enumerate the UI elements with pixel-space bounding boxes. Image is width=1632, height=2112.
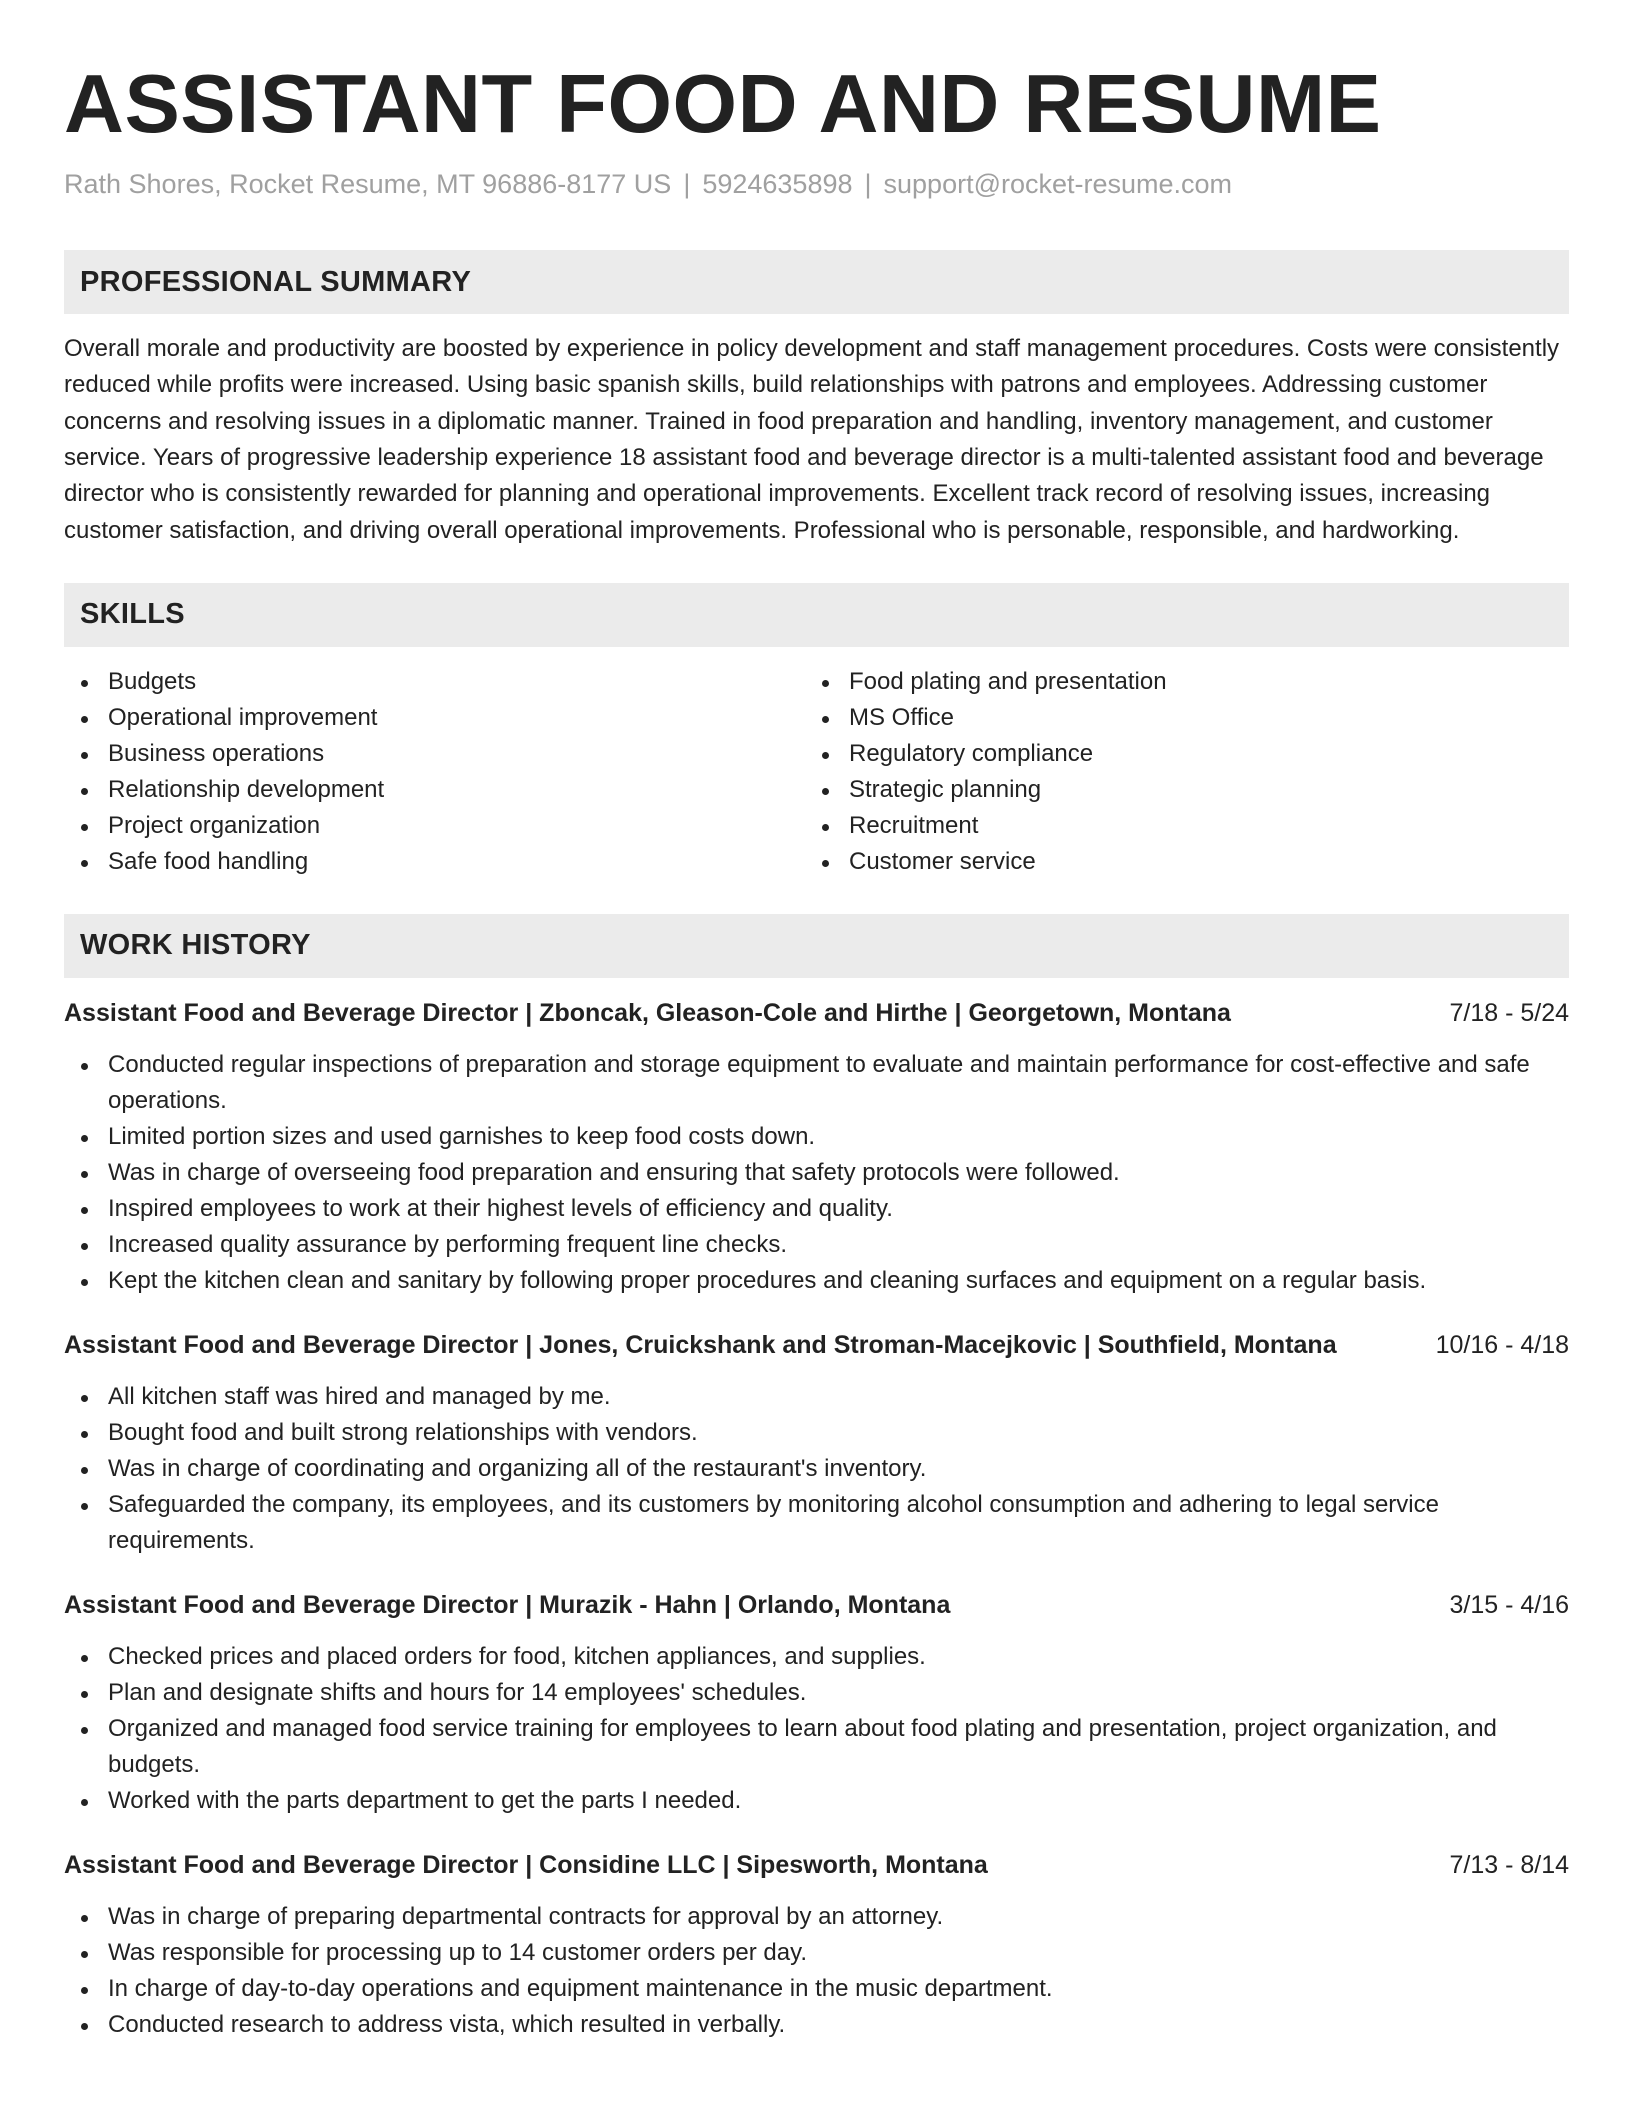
skill-item: Project organization xyxy=(64,808,805,844)
job-bullet: Increased quality assurance by performing frequent line checks. xyxy=(64,1227,1569,1263)
summary-paragraph: Overall morale and productivity are boosted by experience in policy development and staff management procedures. Costs were consistently reduced while profits were increased. Using basic spanish skills, build relationships with patrons and employees. Addressing customer concerns and resolving issues in a diplomatic manner. Trained in food preparation and handling, inventory management, and customer service. Years of progressive leadership experience 18 assistant food and beverage director is a multi-talented assistant food and beverage director who is consistently rewarded for planning and operational improvements. Excellent track record of resolving issues, increasing customer satisfaction, and driving overall operational improvements. Professional who is personable, responsible, and hardworking. xyxy=(64,335,1560,544)
job-bullet: Bought food and built strong relationships with vendors. xyxy=(64,1415,1569,1451)
job-bullet: Conducted regular inspections of preparation and storage equipment to evaluate and maintain performance for cost-effective and safe operations. xyxy=(64,1047,1569,1119)
job-bullet: Kept the kitchen clean and sanitary by following proper procedures and cleaning surfaces and equipment on a regular basis. xyxy=(64,1263,1569,1299)
job-entry xyxy=(64,995,1569,1299)
job-bullet: Safeguarded the company, its employees, and its customers by monitoring alcohol consumption and adhering to legal service requirements. xyxy=(64,1487,1569,1559)
section-header-professional-summary: PROFESSIONAL SUMMARY xyxy=(64,250,1569,314)
resume-title: ASSISTANT FOOD AND RESUME xyxy=(64,57,1382,150)
job-header xyxy=(64,1847,1569,1883)
contact-separator: | xyxy=(683,169,691,199)
skills-column-right xyxy=(805,664,1546,880)
job-entry xyxy=(64,1847,1569,2043)
contact-email[interactable]: support@rocket-resume.com xyxy=(883,169,1233,199)
skill-item: Operational improvement xyxy=(64,700,805,736)
job-bullet: Was responsible for processing up to 14 customer orders per day. xyxy=(64,1935,1569,1971)
skill-item: Food plating and presentation xyxy=(805,664,1546,700)
skill-item: Safe food handling xyxy=(64,844,805,880)
job-bullet-list xyxy=(64,1047,1569,1299)
job-title: Assistant Food and Beverage Director | Murazik - Hahn | Orlando, Montana xyxy=(64,1590,951,1619)
job-bullet: Was in charge of preparing departmental contracts for approval by an attorney. xyxy=(64,1899,1569,1935)
job-bullet-list xyxy=(64,1899,1569,2043)
job-dates: 3/15 - 4/16 xyxy=(1449,1590,1569,1619)
job-dates: 7/13 - 8/14 xyxy=(1449,1850,1569,1879)
job-dates: 7/18 - 5/24 xyxy=(1449,998,1569,1027)
skill-item: Business operations xyxy=(64,736,805,772)
skill-item: Strategic planning xyxy=(805,772,1546,808)
job-bullet-list xyxy=(64,1379,1569,1559)
job-dates: 10/16 - 4/18 xyxy=(1435,1330,1569,1359)
job-bullet-list xyxy=(64,1639,1569,1819)
section-header-skills: SKILLS xyxy=(64,583,1569,647)
job-entry xyxy=(64,1587,1569,1819)
skill-item: MS Office xyxy=(805,700,1546,736)
job-bullet: Conducted research to address vista, which resulted in verbally. xyxy=(64,2007,1569,2043)
job-bullet: Organized and managed food service training for employees to learn about food plating and presentation, project organization, and budgets. xyxy=(64,1711,1569,1783)
contact-line xyxy=(64,167,1569,202)
skill-item: Budgets xyxy=(64,664,805,700)
job-bullet: Was in charge of coordinating and organizing all of the restaurant's inventory. xyxy=(64,1451,1569,1487)
job-bullet: Checked prices and placed orders for food, kitchen appliances, and supplies. xyxy=(64,1639,1569,1675)
job-bullet: Worked with the parts department to get the parts I needed. xyxy=(64,1783,1569,1819)
job-header xyxy=(64,1327,1569,1363)
job-header xyxy=(64,995,1569,1031)
skills-grid xyxy=(64,664,1569,880)
skill-item: Relationship development xyxy=(64,772,805,808)
job-entry xyxy=(64,1327,1569,1559)
job-bullet: Was in charge of overseeing food preparation and ensuring that safety protocols were followed. xyxy=(64,1155,1569,1191)
job-title: Assistant Food and Beverage Director | Zboncak, Gleason-Cole and Hirthe | Georgetown, Montana xyxy=(64,998,1231,1027)
job-bullet: Plan and designate shifts and hours for 14 employees' schedules. xyxy=(64,1675,1569,1711)
skills-column-left xyxy=(64,664,805,880)
job-bullet: Limited portion sizes and used garnishes to keep food costs down. xyxy=(64,1119,1569,1155)
skill-item: Regulatory compliance xyxy=(805,736,1546,772)
job-bullet: All kitchen staff was hired and managed by me. xyxy=(64,1379,1569,1415)
job-bullet: In charge of day-to-day operations and equipment maintenance in the music department. xyxy=(64,1971,1569,2007)
job-title: Assistant Food and Beverage Director | Considine LLC | Sipesworth, Montana xyxy=(64,1850,988,1879)
contact-separator: | xyxy=(864,169,872,199)
skill-item: Recruitment xyxy=(805,808,1546,844)
contact-address: Rath Shores, Rocket Resume, MT 96886-8177 US xyxy=(64,169,672,199)
job-bullet: Inspired employees to work at their highest levels of efficiency and quality. xyxy=(64,1191,1569,1227)
section-header-work-history: WORK HISTORY xyxy=(64,914,1569,978)
contact-phone: 5924635898 xyxy=(702,169,853,199)
job-header xyxy=(64,1587,1569,1623)
skill-item: Customer service xyxy=(805,844,1546,880)
job-title: Assistant Food and Beverage Director | Jones, Cruickshank and Stroman-Macejkovic | Southfield, Montana xyxy=(64,1330,1337,1359)
